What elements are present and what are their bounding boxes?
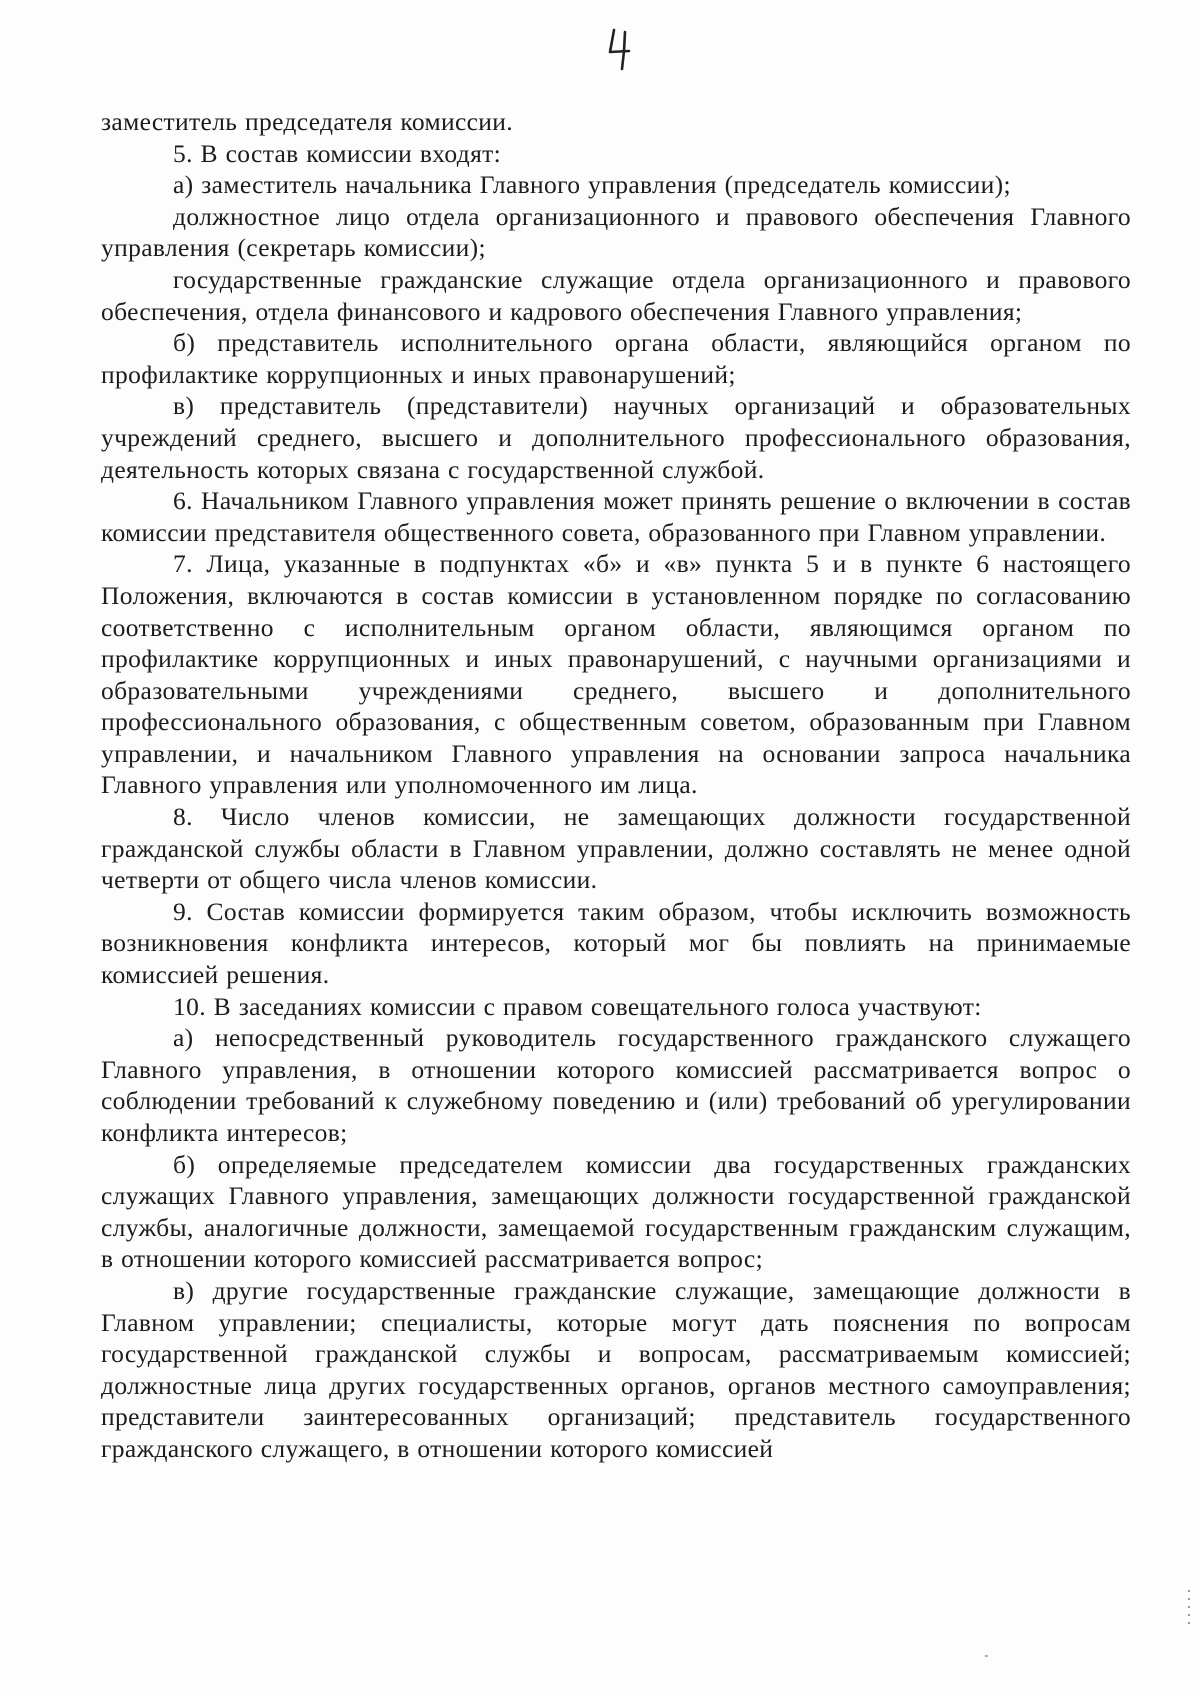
scan-artifact (1188, 1590, 1192, 1630)
scan-artifact (985, 1655, 988, 1657)
paragraph: должностное лицо отдела организационного и правового обеспечения Главного управления (секретарь комиссии); (101, 201, 1131, 263)
paragraph: 7. Лица, указанные в подпунктах «б» и «в» пункта 5 и в пункте 6 настоящего Положения, включаются в состав комиссии в установленном порядке по согласованию соответственно с исполнительным органом области, являющимся органом по профилактике коррупционных и иных правонарушений, с научными организациями и образовательными учреждениями среднего, высшего и дополнительного профессионального образования, с общественным советом, образованным при Главном управлении, и начальником Главного управления на основании запроса начальника Главного управления или уполномоченного им лица. (101, 549, 1131, 800)
paragraph: 10. В заседаниях комиссии с правом совещательного голоса участвуют: (173, 991, 982, 1021)
paragraph: б) определяемые председателем комиссии два государственных гражданских служащих Главного управления, замещающих должности государственной гражданской службы, аналогичные должности, замещаемой государственным гражданским служащим, в отношении которого комиссией рассматривается вопрос; (101, 1149, 1131, 1274)
page-number (605, 22, 665, 82)
paragraph: а) заместитель начальника Главного управления (председатель комиссии); (173, 170, 1011, 200)
paragraph: государственные гражданские служащие отдела организационного и правового обеспечения, отдела финансового и кадрового обеспечения Главного управления; (101, 264, 1131, 326)
handwritten-page-number-icon (605, 22, 665, 82)
paragraph: 5. В состав комиссии входят: (173, 138, 502, 168)
paragraph: заместитель председателя комиссии. (101, 107, 514, 136)
paragraph: в) представитель (представители) научных организаций и образовательных учреждений среднего, высшего и дополнительного профессионального образования, деятельность которых связана с государственной службой. (101, 391, 1131, 484)
paragraph: б) представитель исполнительного органа области, являющийся органом по профилактике коррупционных и иных правонарушений; (101, 328, 1131, 389)
paragraph: 9. Состав комиссии формируется таким образом, чтобы исключить возможность возникновения конфликта интересов, который мог бы повлиять на принимаемые комиссией решения. (101, 896, 1131, 990)
document-body (101, 106, 1131, 1465)
paragraph: в) другие государственные гражданские служащие, замещающие должности в Главном управлении; специалисты, которые могут дать пояснения по вопросам государственной гражданской службы и вопросам, рассматриваемым комиссией; должностные лица других государственных органов, органов местного самоуправления; представители заинтересованных организаций; представитель государственного гражданского служащего, в отношении которого комиссией (101, 1275, 1131, 1463)
paragraph: а) непосредственный руководитель государственного гражданского служащего Главного управления, в отношении которого комиссией рассматривается вопрос о соблюдении требований к служебному поведению и (или) требований об урегулировании конфликта интересов; (101, 1023, 1131, 1147)
paragraph: 8. Число членов комиссии, не замещающих должности государственной гражданской службы области в Главном управлении, должно составлять не менее одной четверти от общего числа членов комиссии. (101, 802, 1131, 895)
paragraph: 6. Начальником Главного управления может принять решение о включении в состав комиссии представителя общественного совета, образованного при Главном управлении. (101, 486, 1131, 547)
